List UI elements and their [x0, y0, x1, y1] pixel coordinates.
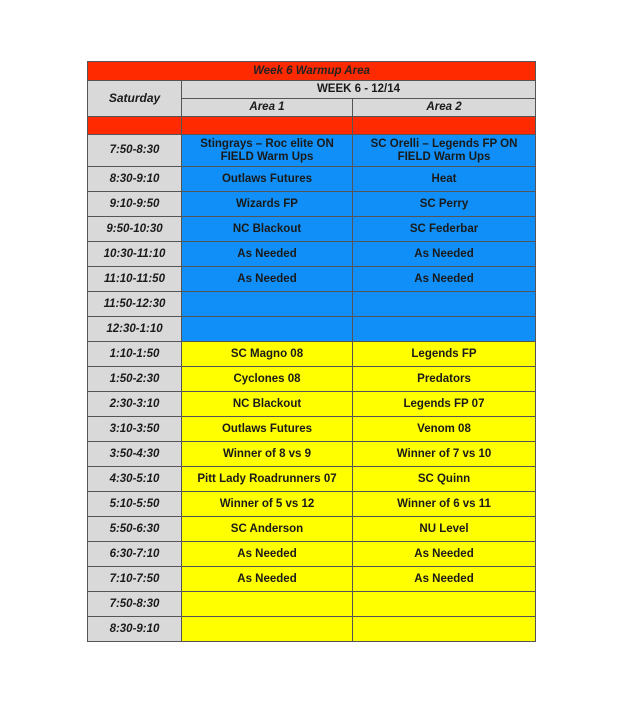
time-slot: 6:30-7:10 [88, 542, 182, 567]
table-row [88, 167, 536, 192]
area-2-team [353, 292, 536, 317]
time-slot: 11:10-11:50 [88, 267, 182, 292]
area-1-team: As Needed [182, 567, 353, 592]
area-2-team: Winner of 6 vs 11 [353, 492, 536, 517]
divider-row [88, 117, 536, 135]
area-2-team: Legends FP 07 [353, 392, 536, 417]
area-2-team: SC Federbar [353, 217, 536, 242]
area-1-team [182, 592, 353, 617]
area-1-header: Area 1 [182, 99, 353, 117]
table-row [88, 367, 536, 392]
area-1-team: Outlaws Futures [182, 417, 353, 442]
area-2-team: As Needed [353, 567, 536, 592]
time-slot: 10:30-11:10 [88, 242, 182, 267]
time-slot: 1:50-2:30 [88, 367, 182, 392]
area-2-team: NU Level [353, 517, 536, 542]
area-1-team [182, 317, 353, 342]
table-row [88, 342, 536, 367]
area-1-team: As Needed [182, 542, 353, 567]
day-label: Saturday [88, 81, 182, 117]
table-row [88, 442, 536, 467]
area-2-team [353, 592, 536, 617]
time-slot: 5:10-5:50 [88, 492, 182, 517]
time-slot: 11:50-12:30 [88, 292, 182, 317]
area-2-team [353, 317, 536, 342]
title-row [88, 62, 536, 81]
divider-cell [353, 117, 536, 135]
table-row [88, 242, 536, 267]
area-2-team: As Needed [353, 267, 536, 292]
week-row [88, 81, 536, 99]
table-row [88, 492, 536, 517]
table-row [88, 292, 536, 317]
time-slot: 8:30-9:10 [88, 617, 182, 642]
area-2-team: Winner of 7 vs 10 [353, 442, 536, 467]
divider-cell [88, 117, 182, 135]
table-row [88, 567, 536, 592]
warmup-schedule-table [87, 61, 536, 642]
table-row [88, 542, 536, 567]
table-row [88, 617, 536, 642]
time-slot: 4:30-5:10 [88, 467, 182, 492]
table-row [88, 467, 536, 492]
area-1-team: NC Blackout [182, 392, 353, 417]
area-2-team: Predators [353, 367, 536, 392]
area-1-team: Wizards FP [182, 192, 353, 217]
area-2-team: As Needed [353, 242, 536, 267]
area-1-team [182, 292, 353, 317]
time-slot: 3:50-4:30 [88, 442, 182, 467]
divider-cell [182, 117, 353, 135]
table-row [88, 317, 536, 342]
time-slot: 2:30-3:10 [88, 392, 182, 417]
schedule-title: Week 6 Warmup Area [88, 62, 536, 81]
time-slot: 7:10-7:50 [88, 567, 182, 592]
table-row [88, 135, 536, 167]
table-row [88, 592, 536, 617]
time-slot: 9:10-9:50 [88, 192, 182, 217]
area-1-team: Cyclones 08 [182, 367, 353, 392]
area-1-team: Pitt Lady Roadrunners 07 [182, 467, 353, 492]
area-2-team: SC Perry [353, 192, 536, 217]
time-slot: 5:50-6:30 [88, 517, 182, 542]
area-2-team: SC Quinn [353, 467, 536, 492]
schedule-body [88, 62, 536, 642]
area-1-team: SC Magno 08 [182, 342, 353, 367]
table-row [88, 517, 536, 542]
table-row [88, 192, 536, 217]
area-1-team: NC Blackout [182, 217, 353, 242]
time-slot: 7:50-8:30 [88, 592, 182, 617]
area-1-team: Winner of 5 vs 12 [182, 492, 353, 517]
area-1-team: Stingrays – Roc elite ON FIELD Warm Ups [182, 135, 353, 167]
table-row [88, 267, 536, 292]
time-slot: 9:50-10:30 [88, 217, 182, 242]
area-2-team: Legends FP [353, 342, 536, 367]
table-row [88, 217, 536, 242]
area-2-header: Area 2 [353, 99, 536, 117]
table-row [88, 417, 536, 442]
time-slot: 3:10-3:50 [88, 417, 182, 442]
time-slot: 8:30-9:10 [88, 167, 182, 192]
area-1-team: Winner of 8 vs 9 [182, 442, 353, 467]
area-2-team [353, 617, 536, 642]
week-label: WEEK 6 - 12/14 [182, 81, 536, 99]
area-1-team: As Needed [182, 242, 353, 267]
table-row [88, 392, 536, 417]
area-2-team: Heat [353, 167, 536, 192]
area-2-team: Venom 08 [353, 417, 536, 442]
time-slot: 1:10-1:50 [88, 342, 182, 367]
area-2-team: As Needed [353, 542, 536, 567]
time-slot: 7:50-8:30 [88, 135, 182, 167]
time-slot: 12:30-1:10 [88, 317, 182, 342]
area-1-team [182, 617, 353, 642]
area-1-team: As Needed [182, 267, 353, 292]
area-1-team: SC Anderson [182, 517, 353, 542]
area-1-team: Outlaws Futures [182, 167, 353, 192]
area-2-team: SC Orelli – Legends FP ON FIELD Warm Ups [353, 135, 536, 167]
